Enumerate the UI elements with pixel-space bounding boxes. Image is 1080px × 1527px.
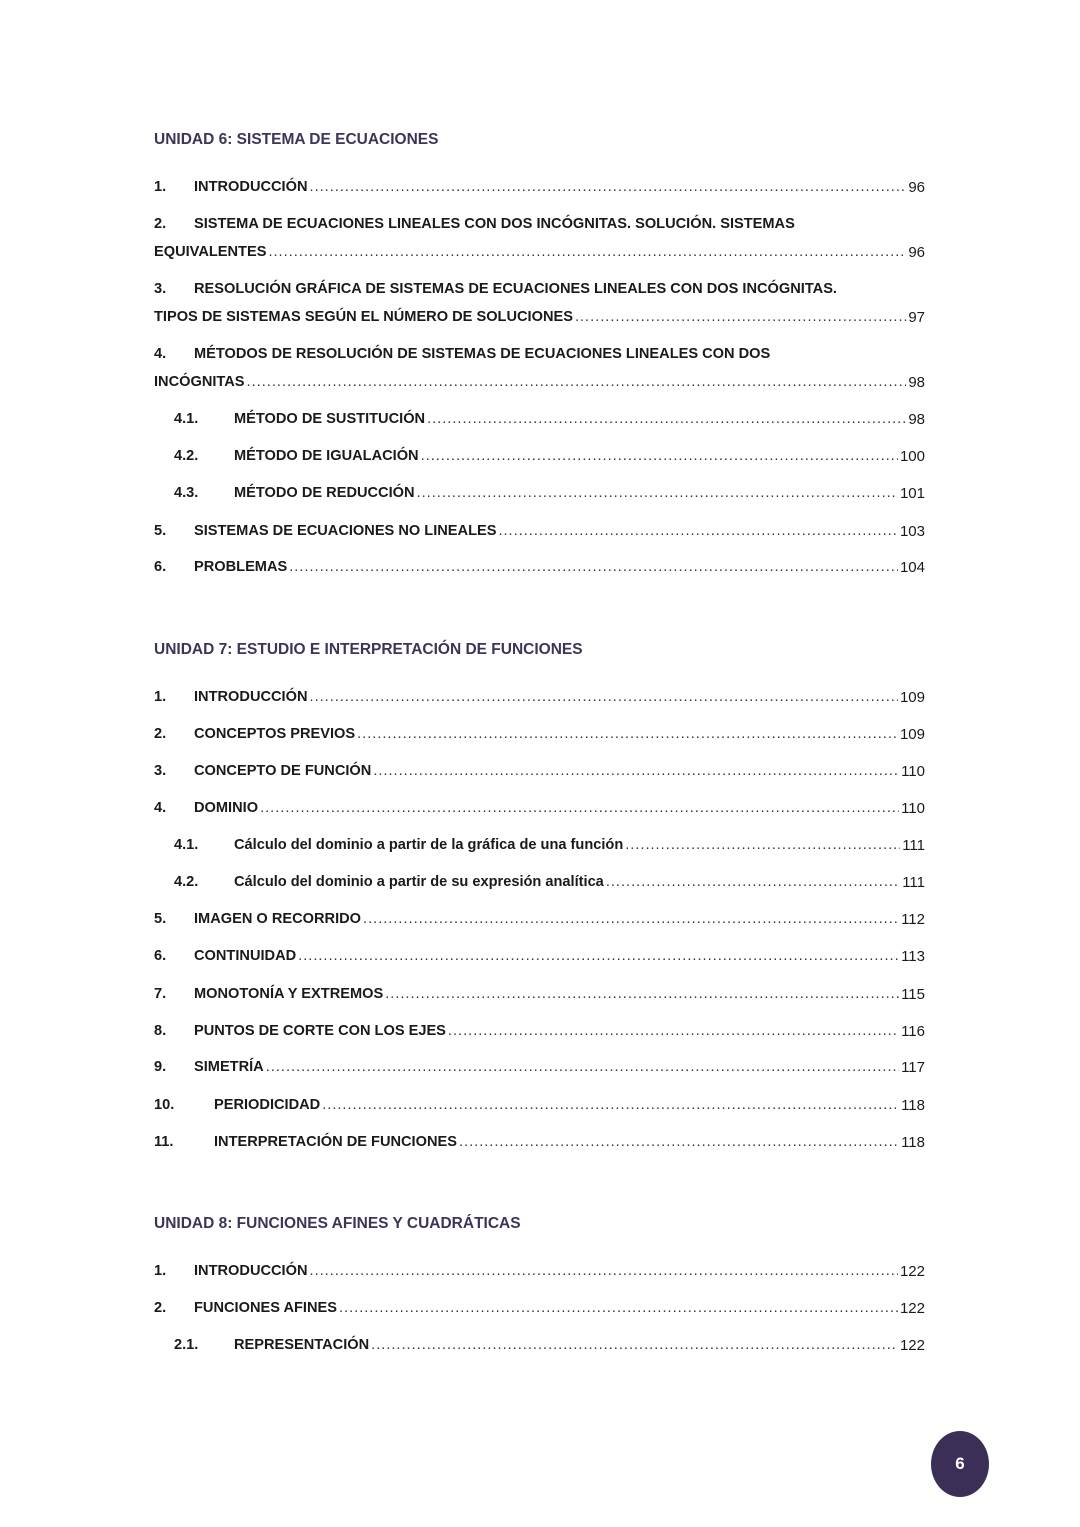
entry-page: 98 xyxy=(908,373,925,391)
entry-number: 2.1. xyxy=(174,1337,199,1353)
entry-title: SISTEMAS DE ECUACIONES NO LINEALES xyxy=(194,523,497,539)
dot-leader xyxy=(371,1337,898,1353)
entry-number: 4.2. xyxy=(174,874,199,890)
toc-entry[interactable] xyxy=(154,834,925,856)
entry-number: 8. xyxy=(154,1023,167,1039)
dot-leader xyxy=(385,986,899,1002)
dot-leader xyxy=(575,309,906,325)
entry-page: 109 xyxy=(899,688,925,706)
entry-number: 4.2. xyxy=(174,448,199,464)
entry-number: 5. xyxy=(154,911,167,927)
toc-entry[interactable] xyxy=(154,556,925,578)
section-heading: UNIDAD 7: ESTUDIO E INTERPRETACIÓN DE FUNCIONES xyxy=(154,641,583,658)
entry-title: REPRESENTACIÓN xyxy=(234,1337,370,1353)
toc-entry[interactable] xyxy=(154,176,925,198)
dot-leader xyxy=(625,837,900,853)
toc-entry[interactable] xyxy=(154,1056,925,1078)
entry-number: 1. xyxy=(154,1263,167,1279)
entry-page: 122 xyxy=(899,1299,925,1317)
dot-leader xyxy=(289,559,898,575)
toc-entry[interactable] xyxy=(154,797,925,819)
entry-title: CONCEPTOS PREVIOS xyxy=(194,726,356,742)
page-number: 6 xyxy=(955,1454,965,1473)
entry-page: 110 xyxy=(901,762,925,780)
dot-leader xyxy=(310,689,898,705)
entry-number: 3. xyxy=(154,763,167,779)
entry-page: 96 xyxy=(908,178,925,196)
toc-entry[interactable] xyxy=(154,213,925,235)
entry-page: 98 xyxy=(908,410,925,428)
entry-title: SISTEMA DE ECUACIONES LINEALES CON DOS INCÓGNITAS. SOLUCIÓN. SISTEMAS xyxy=(194,216,795,232)
section-heading: UNIDAD 8: FUNCIONES AFINES Y CUADRÁTICAS xyxy=(154,1215,521,1232)
toc-entry[interactable] xyxy=(154,723,925,745)
toc-entry[interactable] xyxy=(154,983,925,1005)
entry-number: 10. xyxy=(154,1097,175,1113)
entry-title: MÉTODOS DE RESOLUCIÓN DE SISTEMAS DE ECUACIONES LINEALES CON DOS xyxy=(194,346,771,362)
toc-entry[interactable] xyxy=(154,686,925,708)
dot-leader xyxy=(266,1059,899,1075)
entry-title: MÉTODO DE SUSTITUCIÓN xyxy=(234,411,426,427)
entry-page: 116 xyxy=(901,1022,925,1040)
entry-title: IMAGEN O RECORRIDO xyxy=(194,911,362,927)
entry-title: SIMETRÍA xyxy=(194,1059,264,1075)
entry-title: INTERPRETACIÓN DE FUNCIONES xyxy=(214,1134,457,1150)
toc-entry[interactable] xyxy=(154,1094,925,1116)
toc-entry[interactable] xyxy=(154,482,925,504)
entry-title-continuation: TIPOS DE SISTEMAS SEGÚN EL NÚMERO DE SOLUCIONES xyxy=(154,309,573,325)
entry-title: Cálculo del dominio a partir de la gráfica de una función xyxy=(234,837,624,853)
entry-page: 104 xyxy=(899,558,925,576)
toc-entry[interactable] xyxy=(154,1131,925,1153)
toc-entry[interactable] xyxy=(154,871,925,893)
dot-leader xyxy=(498,523,898,539)
entry-title: PROBLEMAS xyxy=(194,559,288,575)
entry-number: 2. xyxy=(154,726,167,742)
dot-leader xyxy=(427,411,906,427)
toc-entry[interactable] xyxy=(154,945,925,967)
entry-title: PERIODICIDAD xyxy=(214,1097,321,1113)
dot-leader xyxy=(268,244,906,260)
entry-number: 7. xyxy=(154,986,167,1002)
entry-page: 110 xyxy=(901,799,925,817)
entry-page: 103 xyxy=(899,522,925,540)
dot-leader xyxy=(247,374,907,390)
entry-number: 4. xyxy=(154,346,167,362)
entry-title: INTRODUCCIÓN xyxy=(194,689,308,705)
dot-leader xyxy=(606,874,900,890)
entry-page: 117 xyxy=(901,1058,925,1076)
entry-number: 11. xyxy=(154,1134,174,1150)
toc-entry-continuation[interactable] xyxy=(154,306,925,328)
entry-number: 2. xyxy=(154,1300,167,1316)
entry-number: 9. xyxy=(154,1059,167,1075)
entry-title: FUNCIONES AFINES xyxy=(194,1300,337,1316)
entry-title: PUNTOS DE CORTE CON LOS EJES xyxy=(194,1023,446,1039)
entry-page: 122 xyxy=(899,1262,925,1280)
entry-title: MONOTONÍA Y EXTREMOS xyxy=(194,986,384,1002)
entry-title: CONCEPTO DE FUNCIÓN xyxy=(194,763,372,779)
entry-number: 6. xyxy=(154,948,167,964)
entry-title-continuation: INCÓGNITAS xyxy=(154,374,245,390)
toc-entry-continuation[interactable] xyxy=(154,371,925,393)
toc-entry-continuation[interactable] xyxy=(154,241,925,263)
dot-leader xyxy=(363,911,899,927)
toc-entry[interactable] xyxy=(154,343,925,365)
entry-page: 101 xyxy=(899,484,925,502)
toc-entry[interactable] xyxy=(154,445,925,467)
dot-leader xyxy=(260,800,899,816)
entry-title: MÉTODO DE REDUCCIÓN xyxy=(234,485,415,501)
section-heading: UNIDAD 6: SISTEMA DE ECUACIONES xyxy=(154,131,439,148)
entry-number: 3. xyxy=(154,281,167,297)
toc-entry[interactable] xyxy=(154,1020,925,1042)
toc-entry[interactable] xyxy=(154,1297,925,1319)
entry-page: 118 xyxy=(901,1096,925,1114)
dot-leader xyxy=(310,1263,898,1279)
dot-leader xyxy=(421,448,898,464)
entry-number: 1. xyxy=(154,689,167,705)
entry-number: 5. xyxy=(154,523,167,539)
toc-entry[interactable] xyxy=(154,278,925,300)
dot-leader xyxy=(357,726,898,742)
entry-title: INTRODUCCIÓN xyxy=(194,179,308,195)
dot-leader xyxy=(322,1097,899,1113)
toc-entry[interactable] xyxy=(154,520,925,542)
entry-title: CONTINUIDAD xyxy=(194,948,297,964)
dot-leader xyxy=(373,763,899,779)
entry-page: 96 xyxy=(908,243,925,261)
toc-entry[interactable] xyxy=(154,908,925,930)
dot-leader xyxy=(339,1300,898,1316)
entry-page: 111 xyxy=(902,873,925,891)
entry-page: 115 xyxy=(901,985,925,1003)
entry-number: 2. xyxy=(154,216,167,232)
entry-title: INTRODUCCIÓN xyxy=(194,1263,308,1279)
entry-number: 4.1. xyxy=(174,837,199,853)
dot-leader xyxy=(298,948,899,964)
entry-page: 112 xyxy=(901,910,925,928)
entry-page: 97 xyxy=(908,308,925,326)
dot-leader xyxy=(448,1023,899,1039)
dot-leader xyxy=(459,1134,899,1150)
entry-number: 4. xyxy=(154,800,167,816)
entry-title: Cálculo del dominio a partir de su expresión analítica xyxy=(234,874,604,890)
entry-title: MÉTODO DE IGUALACIÓN xyxy=(234,448,419,464)
entry-page: 118 xyxy=(901,1133,925,1151)
entry-page: 109 xyxy=(899,725,925,743)
toc-entry[interactable] xyxy=(154,1260,925,1282)
entry-title-continuation: EQUIVALENTES xyxy=(154,244,267,260)
toc-entry[interactable] xyxy=(154,1334,925,1356)
entry-number: 4.3. xyxy=(174,485,199,501)
page-number-badge xyxy=(931,1431,989,1497)
entry-number: 1. xyxy=(154,179,167,195)
toc-entry[interactable] xyxy=(154,408,925,430)
entry-title: DOMINIO xyxy=(194,800,259,816)
entry-page: 111 xyxy=(902,836,925,854)
entry-number: 6. xyxy=(154,559,167,575)
toc-entry[interactable] xyxy=(154,760,925,782)
dot-leader xyxy=(417,485,898,501)
entry-title: RESOLUCIÓN GRÁFICA DE SISTEMAS DE ECUACIONES LINEALES CON DOS INCÓGNITAS. xyxy=(194,281,837,297)
entry-page: 113 xyxy=(901,947,925,965)
entry-page: 122 xyxy=(899,1336,925,1354)
entry-page: 100 xyxy=(899,447,925,465)
dot-leader xyxy=(310,179,907,195)
entry-number: 4.1. xyxy=(174,411,199,427)
